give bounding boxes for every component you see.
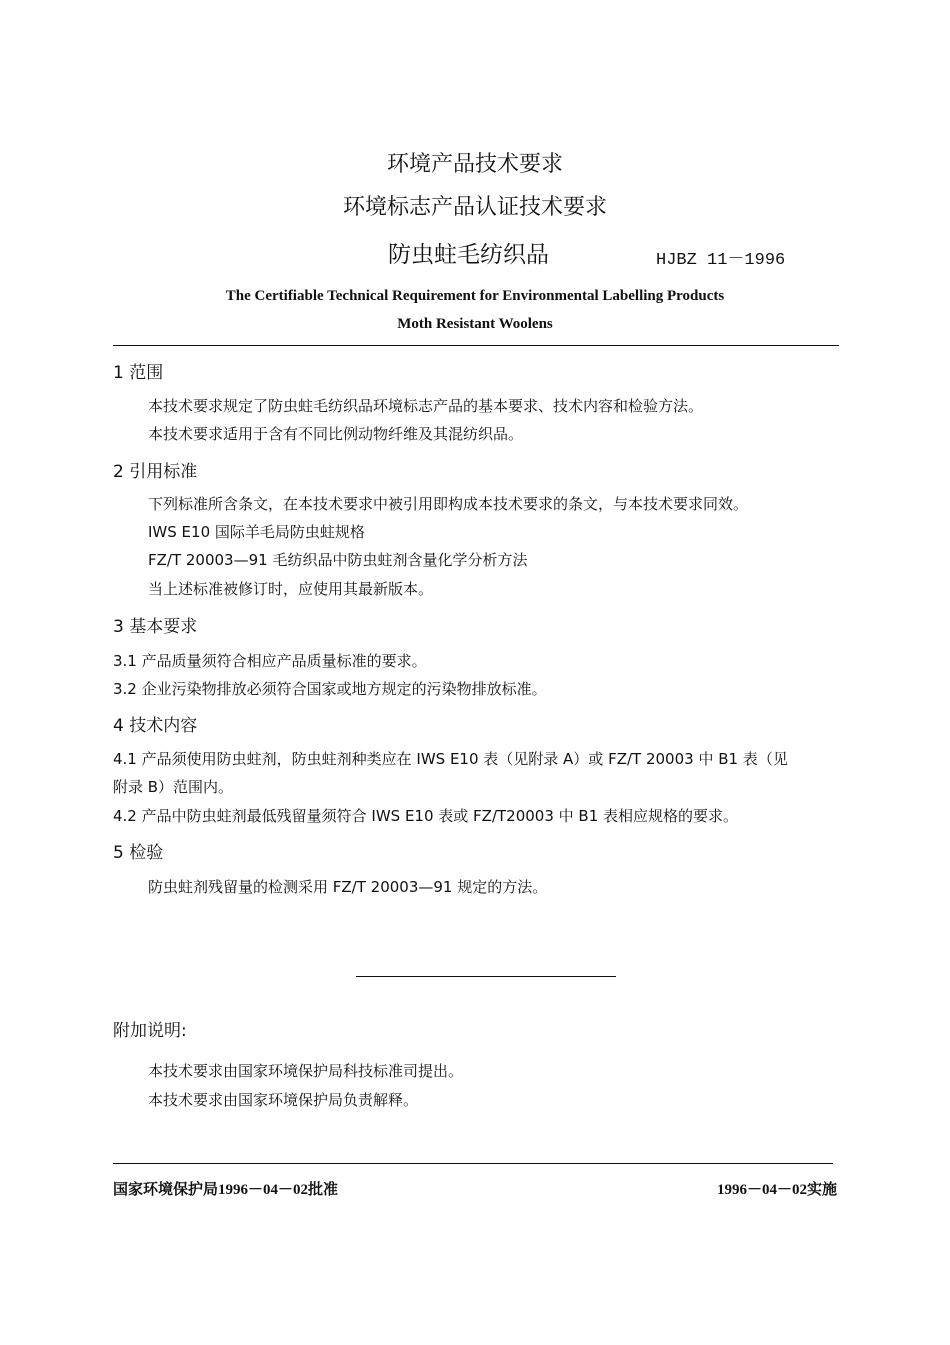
clause: 3.1 产品质量须符合相应产品质量标准的要求。 — [113, 652, 427, 670]
paragraph: 本技术要求规定了防虫蛀毛纺织品环境标志产品的基本要求、技术内容和检验方法。 — [148, 397, 704, 415]
header-divider — [113, 345, 839, 346]
paragraph: 防虫蛀剂残留量的检测采用 FZ/T 20003—91 规定的方法。 — [148, 878, 548, 896]
effective-date: 1996－04－02实施 — [716, 1182, 837, 1198]
english-title: The Certifiable Technical Requirement for Environmental Labelling Products — [225, 288, 725, 304]
standard-code: HJBZ 11－1996 — [656, 251, 786, 270]
section-heading-inspection: 5 检验 — [113, 843, 164, 863]
doc-title-product: 防虫蛀毛纺织品 — [388, 242, 549, 268]
section-heading-scope: 1 范围 — [113, 363, 164, 383]
english-subtitle: Moth Resistant Woolens — [397, 316, 553, 332]
appendix-heading: 附加说明: — [113, 1021, 187, 1041]
doc-title-category: 环境产品技术要求 — [386, 152, 563, 177]
clause: 3.2 企业污染物排放必须符合国家或地方规定的污染物排放标准。 — [113, 680, 547, 698]
paragraph: 下列标准所含条文，在本技术要求中被引用即构成本技术要求的条文，与本技术要求同效。 — [148, 495, 749, 513]
reference-item: IWS E10 国际羊毛局防虫蛀规格 — [148, 523, 365, 541]
appendix-note: 本技术要求由国家环境保护局科技标准司提出。 — [148, 1062, 464, 1080]
footer-divider — [113, 1163, 833, 1164]
reference-item: FZ/T 20003—91 毛纺织品中防虫蛀剂含量化学分析方法 — [148, 551, 528, 569]
clause: 4.2 产品中防虫蛀剂最低残留量须符合 IWS E10 表或 FZ/T20003 中 B1 表相应规格的要求。 — [113, 807, 739, 825]
clause-continuation: 附录 B）范围内。 — [113, 778, 234, 796]
section-heading-basic-requirements: 3 基本要求 — [113, 617, 198, 637]
approval-date: 国家环境保护局1996－04－02批准 — [113, 1182, 339, 1198]
end-of-text-rule — [356, 976, 616, 977]
appendix-note: 本技术要求由国家环境保护局负责解释。 — [148, 1091, 419, 1109]
doc-title-certification: 环境标志产品认证技术要求 — [342, 195, 607, 220]
paragraph: 本技术要求适用于含有不同比例动物纤维及其混纺织品。 — [148, 425, 524, 443]
section-heading-references: 2 引用标准 — [113, 462, 198, 482]
clause: 4.1 产品须使用防虫蛀剂，防虫蛀剂种类应在 IWS E10 表（见附录 A）或 FZ/T 20003 中 B1 表（见 — [113, 750, 788, 768]
section-heading-technical-content: 4 技术内容 — [113, 716, 198, 736]
paragraph: 当上述标准被修订时，应使用其最新版本。 — [148, 580, 434, 598]
